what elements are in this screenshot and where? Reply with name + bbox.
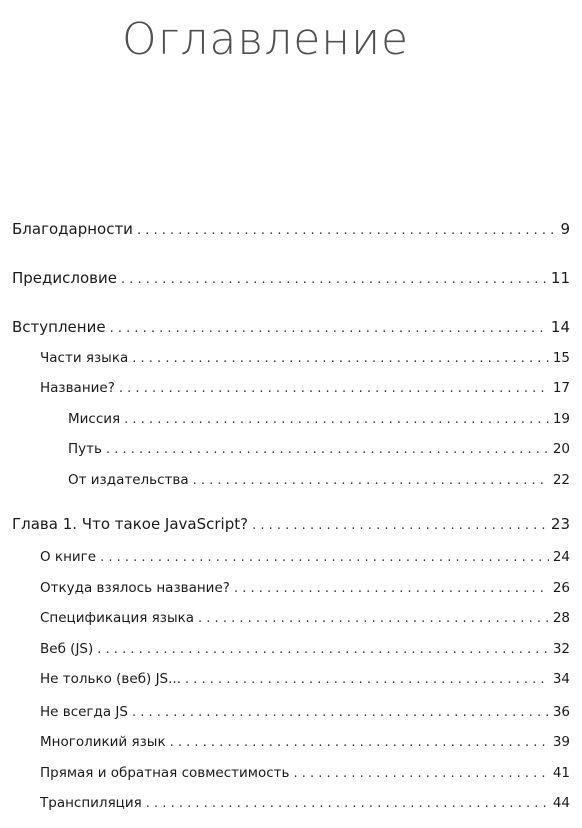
toc-entry-title: От издательства (68, 472, 189, 488)
toc-entry-title: Спецификация языка (40, 610, 195, 626)
toc-entry[interactable] (40, 349, 570, 368)
toc-entry[interactable] (12, 318, 570, 338)
toc-entry-page: 26 (552, 580, 570, 596)
toc-entry-title: Миссия (68, 411, 121, 427)
leader-dots (170, 734, 549, 752)
toc-entry-page: 19 (552, 411, 570, 427)
toc-entry-page: 34 (552, 671, 570, 687)
leader-dots (193, 472, 549, 490)
toc-entry-page: 14 (550, 318, 570, 336)
toc-entry[interactable] (40, 733, 570, 752)
toc-entry[interactable] (40, 670, 570, 689)
toc-entry-title: Части языка (40, 350, 129, 366)
leader-dots (293, 765, 548, 783)
leader-dots (106, 441, 549, 459)
toc-entry-title: Транспиляция (40, 795, 142, 811)
toc-entry-page: 17 (552, 380, 570, 396)
toc-entry[interactable] (40, 764, 570, 783)
leader-dots (132, 704, 549, 722)
toc-entry[interactable] (40, 703, 570, 722)
toc-entry-page: 22 (552, 472, 570, 488)
toc-entry[interactable] (12, 269, 570, 289)
toc-entry-page: 28 (552, 610, 570, 626)
leader-dots (97, 641, 549, 659)
toc-entry-page: 15 (552, 350, 570, 366)
toc-entry-title: О книге (40, 549, 97, 565)
toc-entry-page: 44 (552, 795, 570, 811)
toc-entry-page: 39 (552, 734, 570, 750)
toc-entry-page: 11 (550, 269, 570, 287)
toc-entry-title: Веб (JS) (40, 641, 94, 657)
toc-entry-title: Глава 1. Что такое JavaScript? (12, 515, 249, 533)
toc-entry-title: Благодарности (12, 220, 133, 238)
toc-entry[interactable] (68, 471, 570, 490)
toc-entry-page: 36 (552, 704, 570, 720)
toc-entry[interactable] (40, 548, 570, 567)
toc-entry-title: Название? (40, 380, 115, 396)
toc-entry[interactable] (12, 515, 570, 535)
toc-entry-page: 32 (552, 641, 570, 657)
leader-dots (234, 580, 549, 598)
toc-entry-page: 41 (552, 765, 570, 781)
toc-entry-title: Предисловие (12, 269, 117, 287)
toc-entry-page: 20 (552, 441, 570, 457)
leader-dots (252, 517, 547, 535)
leader-dots (119, 380, 549, 398)
toc-entry[interactable] (40, 794, 570, 813)
leader-dots (121, 271, 547, 289)
leader-dots (110, 320, 547, 338)
toc-entry[interactable] (40, 579, 570, 598)
toc-entry[interactable] (40, 640, 570, 659)
toc-entry-title: Прямая и обратная совместимость (40, 765, 290, 781)
toc-entry[interactable] (12, 220, 570, 240)
toc-entry-title: Не всегда JS (40, 704, 128, 720)
leader-dots (100, 549, 549, 567)
leader-dots (198, 610, 549, 628)
leader-dots (137, 222, 557, 240)
toc-entry[interactable] (40, 379, 570, 398)
leader-dots (132, 350, 549, 368)
page-title: Оглавление (122, 14, 410, 65)
toc-entry-title: Не только (веб) JS... (40, 671, 181, 687)
toc-entry-title: Многоликий язык (40, 734, 166, 750)
leader-dots (124, 411, 549, 429)
toc-entry[interactable] (68, 410, 570, 429)
toc-entry-title: Путь (68, 441, 102, 457)
leader-dots (185, 671, 549, 689)
toc-entry-title: Вступление (12, 318, 106, 336)
leader-dots (146, 795, 549, 813)
toc-entry[interactable] (68, 440, 570, 459)
toc-entry-page: 24 (552, 549, 570, 565)
toc-entry-page: 23 (550, 515, 570, 533)
toc-entry-title: Откуда взялось название? (40, 580, 230, 596)
toc-entry-page: 9 (560, 220, 570, 238)
toc-entry[interactable] (40, 609, 570, 628)
